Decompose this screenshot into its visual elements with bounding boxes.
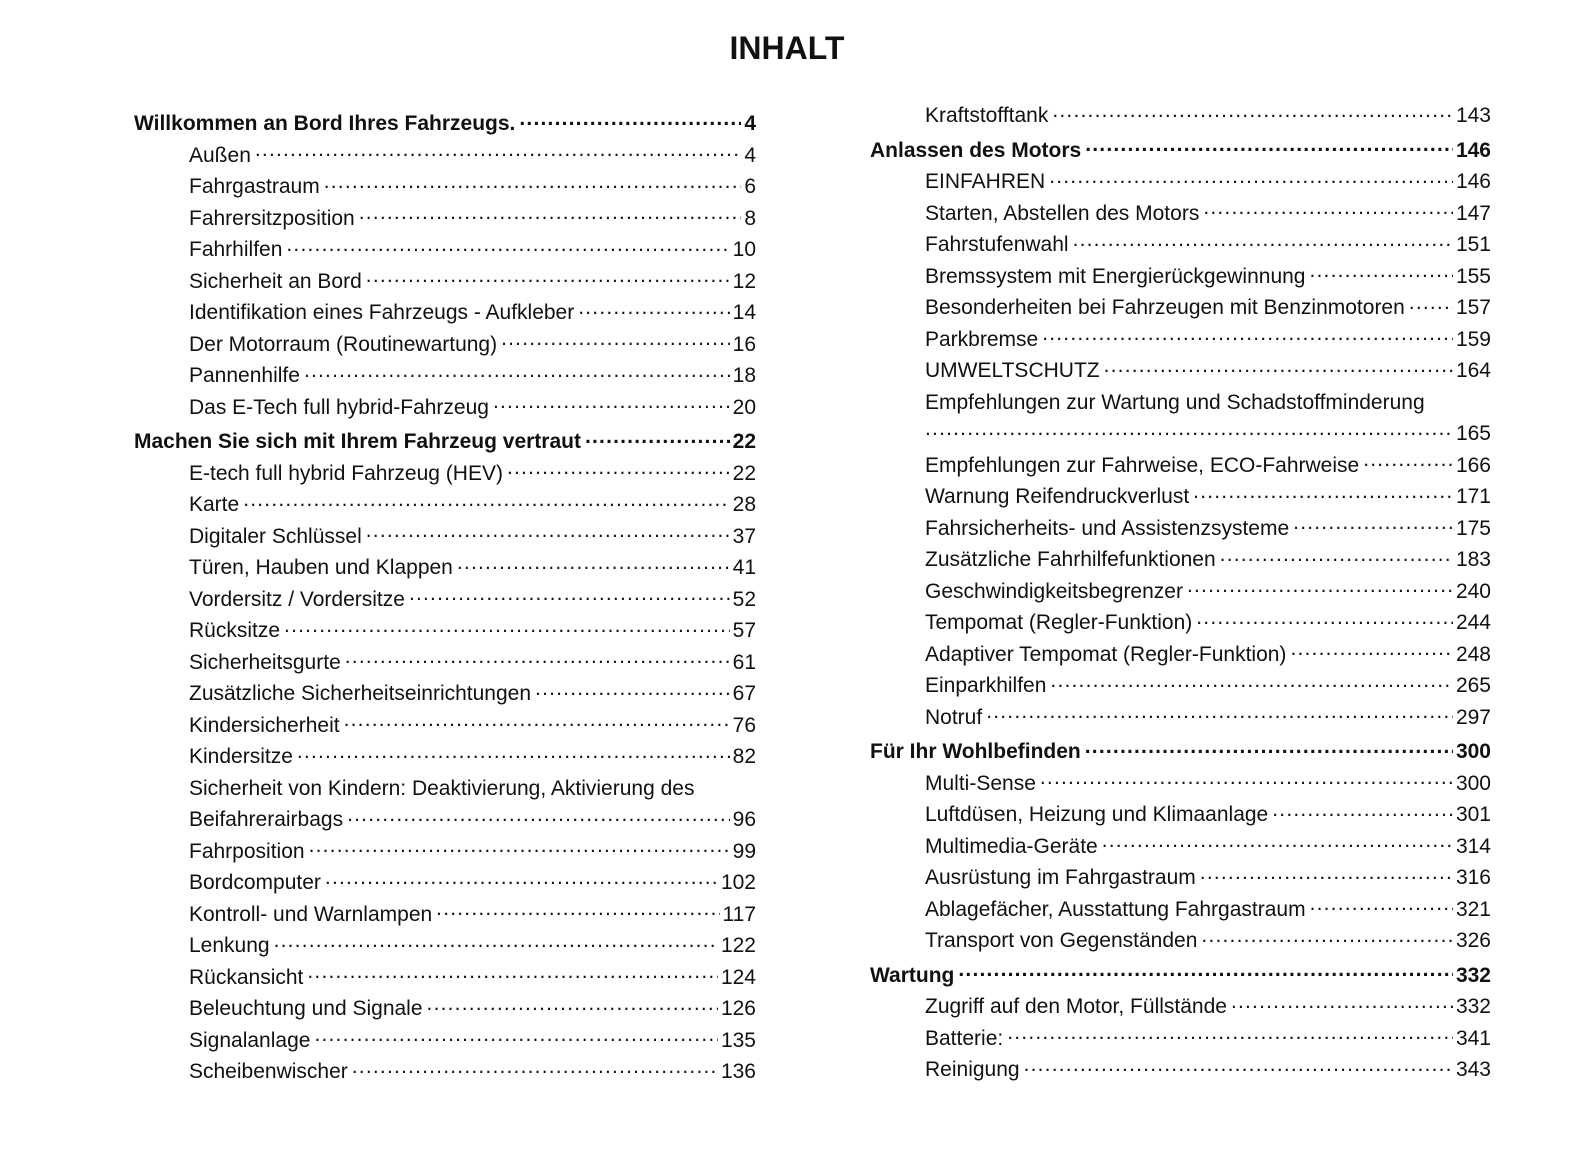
toc-entry[interactable] — [870, 925, 1491, 957]
dot-leader — [1073, 230, 1453, 251]
toc-entry[interactable] — [870, 831, 1491, 863]
dot-leader — [307, 963, 718, 984]
dot-leader — [578, 298, 729, 319]
toc-entry-label: Multimedia-Geräte — [925, 834, 1098, 858]
toc-entry[interactable] — [870, 166, 1491, 198]
dot-leader — [409, 585, 730, 606]
dot-leader — [1102, 832, 1453, 853]
toc-entry-label: Warnung Reifendruckverlust — [925, 485, 1190, 508]
dot-leader — [284, 616, 730, 637]
toc-page-number: 57 — [732, 619, 756, 642]
dot-leader — [345, 648, 730, 669]
toc-entry[interactable] — [870, 324, 1491, 356]
toc-right-column — [870, 100, 1491, 1086]
toc-entry-label: Pannenhilfe — [189, 364, 300, 387]
toc-entry[interactable] — [134, 867, 756, 899]
toc-entry[interactable] — [870, 702, 1491, 734]
dot-leader — [986, 703, 1453, 724]
dot-leader — [1310, 895, 1453, 916]
toc-entry-label: Machen Sie sich mit Ihrem Fahrzeug vertraut — [134, 430, 581, 453]
dot-leader — [1363, 451, 1453, 472]
toc-page-number: 332 — [1455, 963, 1491, 987]
toc-page-number: 175 — [1455, 516, 1491, 540]
toc-entry[interactable] — [870, 355, 1491, 387]
dot-leader — [493, 393, 730, 414]
toc-entry-label: Rücksitze — [189, 619, 281, 642]
toc-entry-label: Tempomat (Regler-Funktion) — [925, 611, 1193, 634]
toc-page-number: 126 — [720, 997, 756, 1020]
dot-leader — [1193, 482, 1453, 503]
dot-leader — [1220, 545, 1453, 566]
toc-entry[interactable] — [134, 899, 756, 931]
toc-entry[interactable] — [134, 962, 756, 994]
toc-page-number: 314 — [1455, 834, 1491, 858]
dot-leader — [501, 330, 730, 351]
toc-entry-label: Fahrposition — [189, 839, 305, 863]
toc-entry-label: Kraftstofftank — [925, 104, 1049, 127]
toc-entry[interactable] — [134, 489, 756, 521]
dot-leader — [309, 837, 730, 858]
dot-leader — [1024, 1055, 1453, 1076]
toc-entry[interactable] — [134, 392, 756, 424]
dot-leader — [1201, 926, 1453, 947]
toc-entry[interactable] — [134, 234, 756, 266]
dot-leader — [359, 204, 742, 225]
dot-leader — [1196, 608, 1453, 629]
dot-leader — [1293, 514, 1453, 535]
toc-entry-label: Signalanlage — [189, 1028, 311, 1052]
toc-entry-label: Fahrstufenwahl — [925, 233, 1069, 256]
toc-page-number: 159 — [1455, 327, 1491, 351]
toc-entry[interactable] — [134, 1056, 756, 1088]
toc-entry[interactable] — [870, 1023, 1491, 1055]
toc-entry[interactable] — [870, 894, 1491, 926]
toc-entry[interactable] — [870, 991, 1491, 1023]
toc-entry[interactable] — [870, 198, 1491, 230]
toc-section-entry[interactable] — [870, 960, 1491, 992]
toc-page-number: 300 — [1455, 740, 1491, 763]
toc-page-number: 146 — [1455, 138, 1491, 162]
dot-leader — [1049, 167, 1453, 188]
dot-leader — [324, 172, 742, 193]
toc-entry[interactable] — [870, 292, 1491, 324]
toc-entry-label: Für Ihr Wohlbefinden — [870, 740, 1081, 763]
toc-entry[interactable] — [870, 670, 1491, 702]
toc-entry-label: Luftdüsen, Heizung und Klimaanlage — [925, 803, 1269, 826]
toc-entry[interactable] — [134, 266, 756, 298]
toc-entry-label: Vordersitz / Vordersitze — [189, 587, 405, 611]
toc-page-number: 12 — [732, 269, 756, 293]
dot-leader — [286, 235, 729, 256]
toc-entry[interactable] — [870, 100, 1491, 132]
toc-page-number: 76 — [732, 713, 756, 737]
toc-entry-label: Fahrhilfen — [189, 238, 283, 261]
dot-leader — [1203, 199, 1453, 220]
toc-page-number: 16 — [732, 332, 756, 356]
toc-entry-label: Der Motorraum (Routinewartung) — [189, 332, 498, 356]
toc-entry-label: Ausrüstung im Fahrgastraum — [925, 866, 1196, 889]
dot-leader — [366, 267, 730, 288]
toc-entry-label: Fahrgastraum — [189, 175, 320, 198]
toc-page-number: 244 — [1455, 611, 1491, 634]
dot-leader — [1200, 863, 1453, 884]
toc-page-number: 240 — [1455, 579, 1491, 603]
dot-leader — [585, 427, 730, 448]
toc-page-number: 265 — [1455, 674, 1491, 697]
toc-entry[interactable] — [134, 140, 756, 172]
toc-entry-label: Beleuchtung und Signale — [189, 997, 423, 1020]
toc-entry-label: Fahrsicherheits- und Assistenzsysteme — [925, 516, 1290, 540]
toc-page-number: 67 — [732, 682, 756, 705]
toc-page-number: 4 — [744, 143, 756, 167]
dot-leader — [1272, 800, 1453, 821]
toc-entry-label: Karte — [189, 493, 240, 516]
dot-leader — [519, 109, 741, 130]
toc-section-entry[interactable] — [870, 135, 1491, 167]
toc-entry-label: Zusätzliche Fahrhilfefunktionen — [925, 548, 1216, 571]
toc-page-number: 135 — [720, 1028, 756, 1052]
toc-entry-label: E-tech full hybrid Fahrzeug (HEV) — [189, 461, 503, 485]
dot-leader — [1007, 1024, 1453, 1045]
dot-leader — [243, 490, 729, 511]
toc-entry-label: Scheibenwischer — [189, 1060, 348, 1083]
toc-entry-label-continued: Beifahrerairbags — [189, 808, 344, 831]
dot-leader — [1309, 262, 1452, 283]
dot-leader — [304, 361, 730, 382]
toc-entry[interactable] — [870, 1054, 1491, 1086]
toc-entry-label: Das E-Tech full hybrid-Fahrzeug — [189, 395, 489, 419]
toc-entry-label: Bremssystem mit Energierückgewinnung — [925, 264, 1306, 288]
toc-entry-label: Sicherheit von Kindern: Deaktivierung, Aktivierung des — [189, 776, 695, 800]
toc-entry-label: Multi-Sense — [925, 771, 1036, 795]
toc-entry-label: Bordcomputer — [189, 871, 321, 894]
toc-entry-label: Parkbremse — [925, 327, 1039, 351]
toc-page-number: 20 — [732, 395, 756, 419]
toc-page-number: 4 — [744, 112, 756, 135]
dot-leader — [1187, 577, 1453, 598]
toc-entry[interactable] — [134, 741, 756, 773]
toc-page-number: 146 — [1455, 170, 1491, 193]
dot-leader — [347, 805, 730, 826]
toc-entry[interactable] — [134, 710, 756, 742]
dot-leader — [1409, 293, 1453, 314]
dot-leader — [1042, 325, 1453, 346]
toc-page-number: 61 — [732, 650, 756, 674]
toc-entry[interactable] — [134, 930, 756, 962]
page-title: INHALT — [729, 30, 845, 66]
toc-entry[interactable] — [134, 615, 756, 647]
toc-page-number: 326 — [1455, 929, 1491, 952]
toc-entry-label: Willkommen an Bord Ihres Fahrzeugs. — [134, 112, 516, 135]
toc-entry[interactable] — [134, 584, 756, 616]
dot-leader — [344, 711, 730, 732]
toc-page-number: 28 — [732, 493, 756, 516]
toc-page-number: 341 — [1455, 1026, 1491, 1050]
toc-page-number: 22 — [732, 430, 756, 453]
dot-leader — [1085, 136, 1453, 157]
toc-entry-label: Türen, Hauben und Klappen — [189, 556, 453, 579]
toc-entry-label: Empfehlungen zur Wartung und Schadstoffminderung — [925, 390, 1425, 414]
toc-entry-label: Kontroll- und Warnlampen — [189, 902, 433, 926]
dot-leader — [925, 419, 1453, 440]
toc-page-number: 166 — [1455, 453, 1491, 477]
toc-entry-label: Zugriff auf den Motor, Füllstände — [925, 995, 1227, 1018]
toc-entry[interactable] — [870, 607, 1491, 639]
toc-entry[interactable] — [134, 836, 756, 868]
toc-entry[interactable] — [870, 576, 1491, 608]
dot-leader — [325, 868, 718, 889]
toc-entry[interactable] — [134, 678, 756, 710]
dot-leader — [255, 141, 741, 162]
toc-page-number: 147 — [1455, 201, 1491, 225]
dot-leader — [352, 1057, 718, 1078]
toc-entry[interactable] — [870, 544, 1491, 576]
toc-page-number: 143 — [1455, 104, 1491, 127]
toc-entry[interactable] — [870, 513, 1491, 545]
toc-entry[interactable] — [134, 171, 756, 203]
toc-entry[interactable] — [870, 261, 1491, 293]
dot-leader — [274, 931, 718, 952]
toc-entry-label: Einparkhilfen — [925, 674, 1047, 697]
toc-entry[interactable] — [134, 552, 756, 584]
toc-entry-label: Transport von Gegenständen — [925, 929, 1198, 952]
toc-entry[interactable] — [870, 229, 1491, 261]
toc-page-number: 300 — [1455, 771, 1491, 795]
toc-entry-label: Identifikation eines Fahrzeugs - Aufkleber — [189, 301, 575, 324]
toc-page-number: 248 — [1455, 642, 1491, 666]
toc-entry[interactable] — [134, 297, 756, 329]
dot-leader — [314, 1026, 718, 1047]
toc-page-number: 343 — [1455, 1058, 1491, 1081]
toc-page-number: 10 — [732, 238, 756, 261]
toc-entry-label: Außen — [189, 143, 251, 167]
toc-entry-label: Lenkung — [189, 934, 270, 957]
toc-entry-label: Besonderheiten bei Fahrzeugen mit Benzinmotoren — [925, 296, 1405, 319]
toc-entry[interactable] — [134, 360, 756, 392]
toc-entry-label: Adaptiver Tempomat (Regler-Funktion) — [925, 642, 1287, 666]
toc-page-number: 136 — [720, 1060, 756, 1083]
dot-leader — [436, 900, 719, 921]
dot-leader — [1290, 640, 1453, 661]
dot-leader — [1231, 992, 1453, 1013]
toc-entry-label: Wartung — [870, 963, 955, 987]
dot-leader — [1104, 356, 1453, 377]
toc-entry[interactable] — [870, 799, 1491, 831]
dot-leader — [1050, 671, 1453, 692]
toc-page-number: 14 — [732, 301, 756, 324]
dot-leader — [958, 961, 1453, 982]
toc-page-number: 102 — [720, 871, 756, 894]
toc-entry[interactable] — [134, 993, 756, 1025]
dot-leader — [507, 459, 730, 480]
toc-page-number: 297 — [1455, 705, 1491, 729]
toc-page-number: 151 — [1455, 233, 1491, 256]
toc-entry-label: UMWELTSCHUTZ — [925, 359, 1100, 382]
toc-entry[interactable] — [134, 329, 756, 361]
toc-entry-label: Geschwindigkeitsbegrenzer — [925, 579, 1183, 603]
toc-page-number: 82 — [732, 745, 756, 768]
toc-entry-label: Reinigung — [925, 1058, 1020, 1081]
toc-entry[interactable] — [870, 768, 1491, 800]
toc-entry-label: Anlassen des Motors — [870, 138, 1082, 162]
toc-entry-label: Digitaler Schlüssel — [189, 524, 362, 548]
toc-page-number: 122 — [720, 934, 756, 957]
toc-entry-label: Sicherheitsgurte — [189, 650, 341, 674]
toc-page-number: 22 — [732, 461, 756, 485]
toc-page-number: 8 — [744, 206, 756, 230]
toc-entry[interactable] — [134, 203, 756, 235]
toc-page-number: 18 — [732, 364, 756, 387]
toc-entry-label: Fahrersitzposition — [189, 206, 355, 230]
toc-entry[interactable] — [134, 521, 756, 553]
toc-entry-label: EINFAHREN — [925, 170, 1046, 193]
toc-entry-label: Rückansicht — [189, 965, 304, 989]
dot-leader — [1040, 769, 1453, 790]
toc-entry-label: Kindersitze — [189, 745, 293, 768]
toc-entry[interactable] — [134, 1025, 756, 1057]
toc-page-number: 301 — [1455, 803, 1491, 826]
toc-entry-label: Empfehlungen zur Fahrweise, ECO-Fahrweise — [925, 453, 1360, 477]
toc-entry-label: Batterie: — [925, 1026, 1004, 1050]
dot-leader — [366, 522, 730, 543]
toc-entry[interactable] — [870, 481, 1491, 513]
dot-leader — [1085, 737, 1453, 758]
toc-entry[interactable] — [870, 862, 1491, 894]
dot-leader — [1052, 101, 1453, 122]
toc-page-number: 316 — [1455, 866, 1491, 889]
toc-page-number: 6 — [744, 175, 756, 198]
toc-page-number: 52 — [732, 587, 756, 611]
toc-page-number: 117 — [722, 902, 756, 926]
toc-page-number: 183 — [1455, 548, 1491, 571]
toc-page-number: 332 — [1455, 995, 1491, 1018]
toc-entry-label: Zusätzliche Sicherheitseinrichtungen — [189, 682, 532, 705]
toc-entry[interactable] — [134, 773, 756, 836]
dot-leader — [457, 553, 730, 574]
toc-entry-label: Sicherheit an Bord — [189, 269, 362, 293]
toc-entry[interactable] — [870, 639, 1491, 671]
toc-section-entry[interactable] — [134, 108, 756, 140]
toc-entry[interactable] — [870, 450, 1491, 482]
toc-page-number: 37 — [732, 524, 756, 548]
toc-entry-label: Kindersicherheit — [189, 713, 340, 737]
toc-page-number: 155 — [1455, 264, 1491, 288]
toc-section-entry[interactable] — [870, 736, 1491, 768]
dot-leader — [427, 994, 718, 1015]
toc-page-number: 96 — [732, 808, 756, 831]
dot-leader — [297, 742, 730, 763]
toc-left-column — [134, 105, 756, 1088]
toc-entry-label: Starten, Abstellen des Motors — [925, 201, 1200, 225]
toc-page-number: 99 — [732, 839, 756, 863]
toc-section-entry[interactable] — [134, 426, 756, 458]
toc-entry-label: Notruf — [925, 705, 983, 729]
toc-page-number: 171 — [1455, 485, 1491, 508]
toc-entry[interactable] — [870, 387, 1491, 450]
toc-page-number: 165 — [1455, 422, 1491, 445]
toc-page-number: 157 — [1455, 296, 1491, 319]
toc-page-number: 41 — [732, 556, 756, 579]
toc-entry-label: Ablagefächer, Ausstattung Fahrgastraum — [925, 897, 1306, 921]
toc-page-number: 164 — [1455, 359, 1491, 382]
toc-entry[interactable] — [134, 458, 756, 490]
toc-page-number: 321 — [1455, 897, 1491, 921]
toc-page-number: 124 — [720, 965, 756, 989]
toc-entry[interactable] — [134, 647, 756, 679]
dot-leader — [535, 679, 730, 700]
